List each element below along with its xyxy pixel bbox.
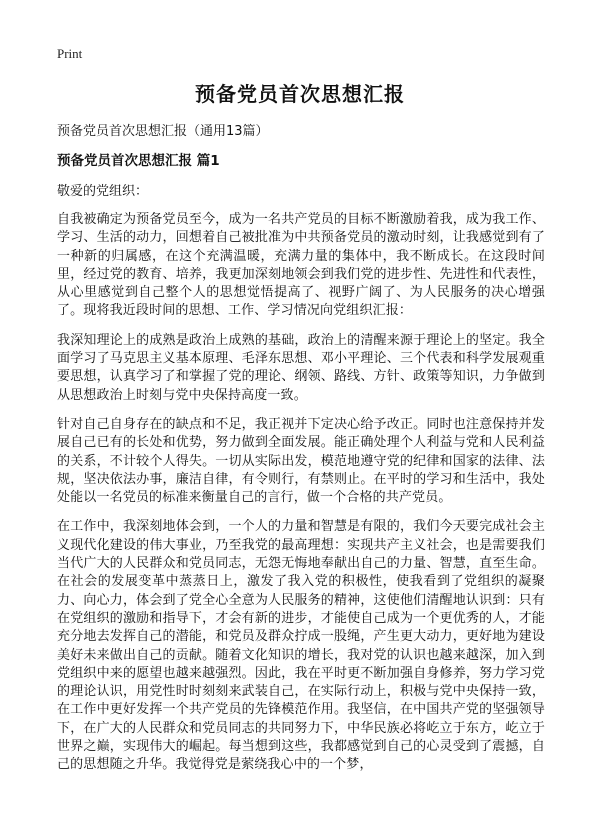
salutation: 敬爱的党组织： <box>57 184 149 199</box>
paragraph-4: 在工作中，我深刻地体会到，一个人的力量和智慧是有限的，我们今天要完成社会主义现代化建设的伟大事业，乃至我党的最高理想：实现共产主义社会，也是需要我们当代广大的人民群众和党员同志，无怨无悔地奉献出自己的力量、智慧，直至生命。在社会的发展变革中蒸蒸日上，激发了我入党的积极性，使我看到了党组织的凝聚力、向心力，体会到了党全心全意为人民服务的精神，这使他们清醒地认识到：只有在党组织的激励和指导下，才会有新的进步，才能使自己成为一个更优秀的人，才能充分地去发挥自己的潜能，和党员及群众拧成一股绳，产生更大动力，更好地为建设美好未来做出自己的贡献。随着文化知识的增长，我对党的认识也越来越深，加入到党组织中来的愿望也越来越强烈。因此，我在平时更不断加强自身修养，努力学习党的理论认识，用党性时时刻刻来武装自己，在实际行动上，积极与党中央保持一致，在工作中更好发挥一个共产党员的先锋模范作用。我坚信，在中国共产党的坚强领导下，在广大的人民群众和党员同志的共同努力下，中华民族必将屹立于东方，屹立于世界之巅，实现伟大的崛起。每当想到这些，我都感觉到自己的心灵受到了震撼，自己的思想随之升华。我觉得党是萦绕我心中的一个梦， <box>57 519 545 773</box>
document-title: 预备党员首次思想汇报 <box>195 82 405 106</box>
document-subtitle: 预备党员首次思想汇报（通用13篇） <box>57 124 269 139</box>
paragraph-1: 自我被确定为预备党员至今，成为一名共产党员的目标不断激励着我，成为我工作、学习、生活的动力，回想着自己被批准为中共预备党员的激动时刻，让我感觉到有了一种新的归属感，在这个充满温暖，充满力量的集体中，我不断成长。在这段时间里，经过党的教育、培养，我更加深刻地领会到我们党的进步性、先进性和代表性，从心里感觉到自己整个人的思想觉悟提高了、视野广阔了、为人民服务的决心增强了。现将我近段时间的思想、工作、学习情况向党组织汇报： <box>57 212 545 319</box>
paragraph-2: 我深知理论上的成熟是政治上成熟的基础，政治上的清醒来源于理论上的坚定。我全面学习了马克思主义基本原理、毛泽东思想、邓小平理论、三个代表和科学发展观重要思想，认真学习了和掌握了党的理论、纲领、路线、方针、政策等知识，力争做到从思想政治上时刻与党中央保持高度一致。 <box>57 332 545 403</box>
section-heading: 预备党员首次思想汇报 篇1 <box>57 153 220 169</box>
document-body <box>57 211 545 786</box>
print-link[interactable]: Print <box>57 46 83 61</box>
paragraph-3: 针对自己自身存在的缺点和不足，我正视并下定决心给予改正。同时也注意保持并发展自己已有的长处和优势，努力做到全面发展。能正确处理个人利益与党和人民利益的关系，不计较个人得失。一切从实际出发，模范地遵守党的纪律和国家的法律、法规，坚决依法办事，廉洁自律，有令则行，有禁则止。在平时的学习和生活中，我处处能以一名党员的标准来衡量自己的言行，做一个合格的共产党员。 <box>57 416 545 506</box>
